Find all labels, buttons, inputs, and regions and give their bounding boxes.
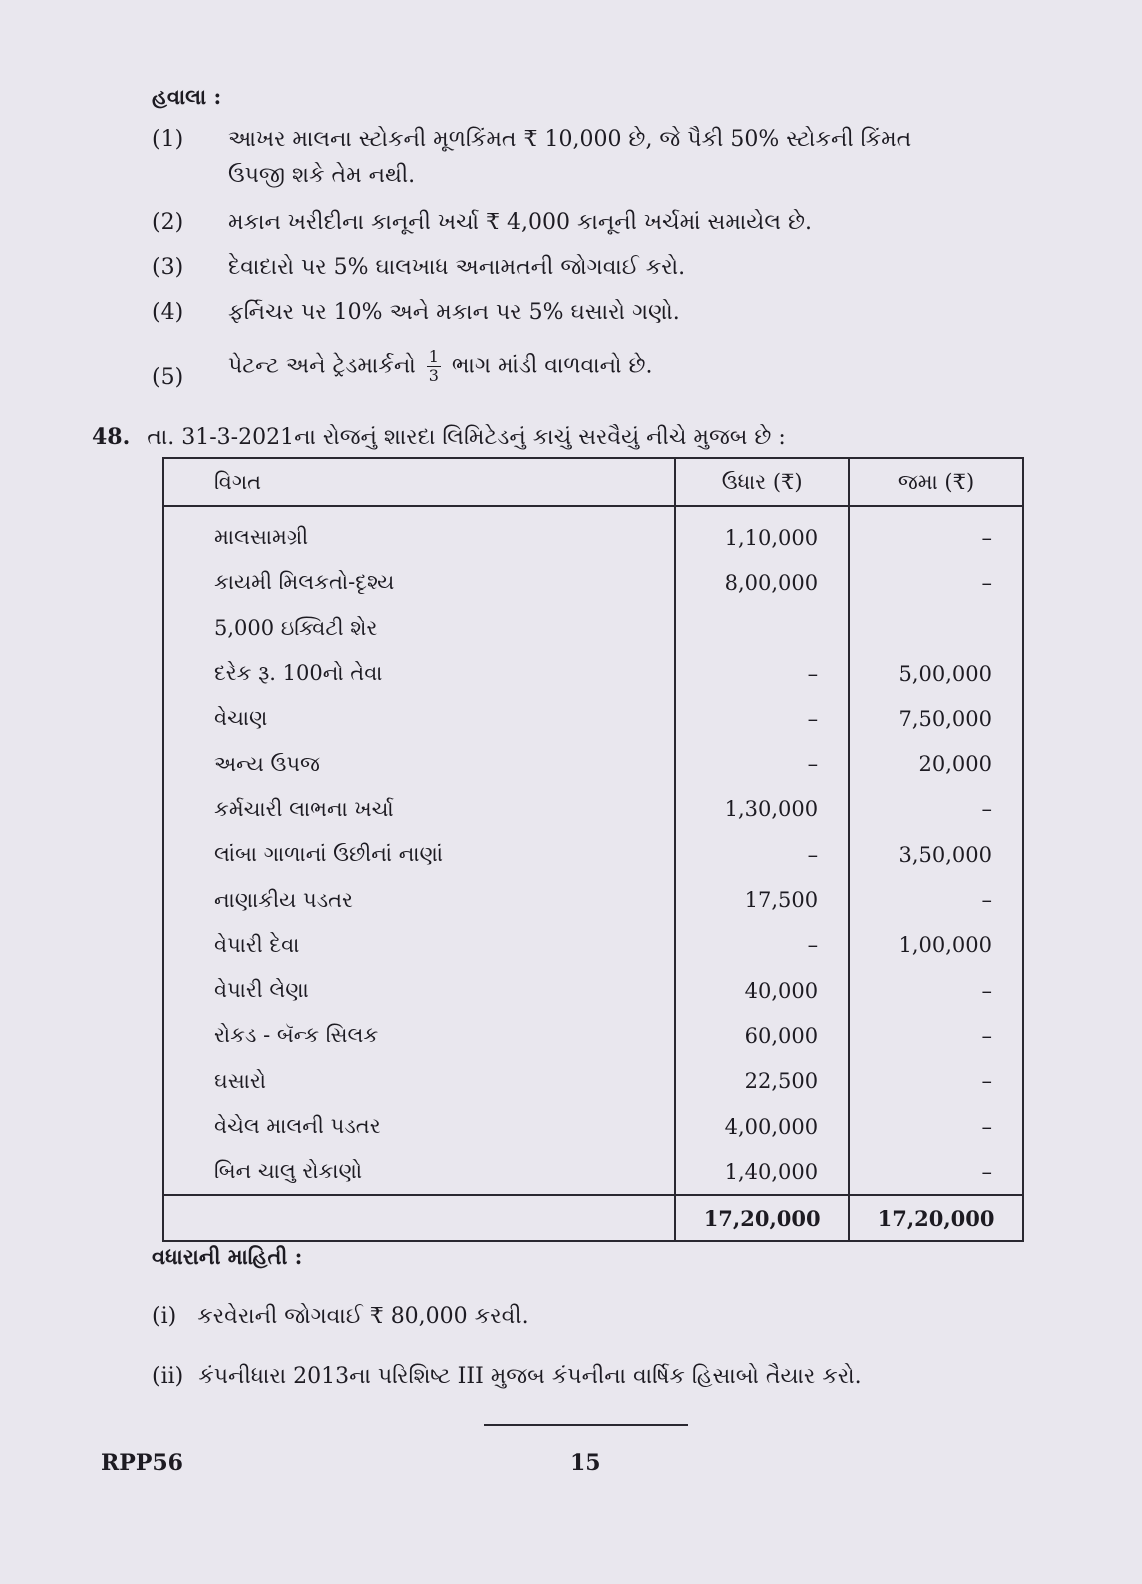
fraction <box>427 348 441 385</box>
table-header-row <box>163 458 1023 506</box>
note-number: (2) <box>152 210 184 235</box>
note-number: (4) <box>152 300 184 325</box>
paper-code: RPP56 <box>101 1450 183 1476</box>
cell-particular: દરેક રૂ. 100નો તેવા <box>163 651 675 696</box>
table-total-row <box>163 1195 1023 1241</box>
note-number: (3) <box>152 255 184 280</box>
cell-debit: 22,500 <box>675 1059 849 1104</box>
header-credit: જમા (₹) <box>849 458 1023 506</box>
end-rule <box>484 1424 688 1426</box>
additional-number: (ii) <box>152 1364 184 1389</box>
note-item <box>152 205 1052 241</box>
additional-text: કરવેરાની જોગવાઈ ₹ 80,000 કરવી. <box>197 1304 529 1329</box>
table-row <box>163 1149 1023 1195</box>
header-particulars: વિગત <box>163 458 675 506</box>
cell-debit: 4,00,000 <box>675 1104 849 1149</box>
cell-particular: લાંબા ગાળાનાં ઉછીનાં નાણાં <box>163 832 675 877</box>
cell-credit: – <box>849 968 1023 1013</box>
cell-credit: 7,50,000 <box>849 696 1023 741</box>
cell-debit: – <box>675 923 849 968</box>
cell-debit: 1,40,000 <box>675 1149 849 1195</box>
cell-debit: 1,10,000 <box>675 506 849 560</box>
additional-text: કંપનીધારા 2013ના પરિશિષ્ટ III મુજબ કંપનીના વાર્ષિક હિસાબો તૈયાર કરો. <box>198 1364 862 1389</box>
cell-credit: – <box>849 787 1023 832</box>
additional-item <box>152 1364 862 1389</box>
cell-debit: 8,00,000 <box>675 560 849 605</box>
table-row <box>163 1059 1023 1104</box>
cell-particular: ઘસારો <box>163 1059 675 1104</box>
note-text: મકાન ખરીદીના કાનૂની ખર્ચા ₹ 4,000 કાનૂની ખર્ચમાં સમાયેલ છે. <box>228 210 812 235</box>
table-row <box>163 696 1023 741</box>
cell-credit <box>849 606 1023 651</box>
cell-particular: કર્મચારી લાભના ખર્ચા <box>163 787 675 832</box>
question-48 <box>92 424 786 450</box>
table-row <box>163 877 1023 922</box>
note-item <box>152 122 1052 194</box>
note-text-line: ઉપજી શકે તેમ નથી. <box>228 163 416 188</box>
additional-info-heading: વધારાની માહિતી : <box>152 1244 303 1269</box>
cell-credit: 3,50,000 <box>849 832 1023 877</box>
total-debit: 17,20,000 <box>675 1195 849 1241</box>
cell-credit: – <box>849 1059 1023 1104</box>
cell-particular: વેપારી દેવા <box>163 923 675 968</box>
table-row <box>163 506 1023 560</box>
table-row <box>163 741 1023 786</box>
additional-item <box>152 1304 529 1329</box>
table-row <box>163 787 1023 832</box>
table-row <box>163 606 1023 651</box>
cell-debit <box>675 606 849 651</box>
header-debit: ઉધાર (₹) <box>675 458 849 506</box>
cell-debit: 17,500 <box>675 877 849 922</box>
note-text-before: પેટન્ટ અને ટ્રેડમાર્કનો <box>228 353 416 379</box>
table-row <box>163 832 1023 877</box>
note-text <box>228 122 1028 194</box>
table-row <box>163 968 1023 1013</box>
table-row <box>163 1104 1023 1149</box>
cell-credit: 20,000 <box>849 741 1023 786</box>
question-number: 48. <box>92 424 131 450</box>
cell-debit: – <box>675 651 849 696</box>
cell-particular: બિન ચાલુ રોકાણો <box>163 1149 675 1195</box>
total-label <box>163 1195 675 1241</box>
note-text: ફર્નિચર પર 10% અને મકાન પર 5% ઘસારો ગણો. <box>228 300 680 325</box>
note-item <box>152 344 1052 396</box>
cell-credit: – <box>849 877 1023 922</box>
cell-debit: – <box>675 741 849 786</box>
cell-particular: અન્ય ઉપજ <box>163 741 675 786</box>
note-text: દેવાદારો પર 5% ઘાલખાધ અનામતની જોગવાઈ કરો. <box>228 255 686 280</box>
cell-debit: 1,30,000 <box>675 787 849 832</box>
cell-debit: 40,000 <box>675 968 849 1013</box>
note-number: (5) <box>152 365 184 390</box>
notes-heading: હવાલા : <box>152 84 222 109</box>
question-text: તા. 31-3-2021ના રોજનું શારદા લિમિટેડનું કાચું સરવૈયું નીચે મુજબ છે : <box>147 425 786 450</box>
cell-debit: – <box>675 696 849 741</box>
cell-credit: 5,00,000 <box>849 651 1023 696</box>
cell-debit: – <box>675 832 849 877</box>
cell-particular: 5,000 ઇક્વિટી શેર <box>163 606 675 651</box>
cell-particular: માલસામગ્રી <box>163 506 675 560</box>
note-text-line: આખર માલના સ્ટોકની મૂળકિંમત ₹ 10,000 છે, જે પૈકી 50% સ્ટોકની કિંમત <box>228 127 912 152</box>
cell-particular: નાણાકીય પડતર <box>163 877 675 922</box>
cell-credit: – <box>849 506 1023 560</box>
additional-number: (i) <box>152 1304 177 1329</box>
table-row <box>163 651 1023 696</box>
cell-particular: વેચેલ માલની પડતર <box>163 1104 675 1149</box>
cell-credit: – <box>849 1149 1023 1195</box>
cell-particular: રોકડ - બૅન્ક સિલક <box>163 1013 675 1058</box>
fraction-denominator: 3 <box>428 366 439 385</box>
cell-particular: વેપારી લેણા <box>163 968 675 1013</box>
note-item <box>152 295 1052 331</box>
table-row <box>163 560 1023 605</box>
cell-particular: વેચાણ <box>163 696 675 741</box>
cell-credit: – <box>849 560 1023 605</box>
cell-particular: કાયમી મિલકતો-દૃશ્ય <box>163 560 675 605</box>
table-row <box>163 923 1023 968</box>
note-item <box>152 250 1052 286</box>
page-number: 15 <box>570 1450 601 1476</box>
trial-balance-table <box>162 457 1024 1242</box>
cell-credit: – <box>849 1104 1023 1149</box>
note-number: (1) <box>152 127 184 152</box>
fraction-numerator: 1 <box>428 347 439 366</box>
total-credit: 17,20,000 <box>849 1195 1023 1241</box>
note-text-after: ભાગ માંડી વાળવાનો છે. <box>451 353 653 379</box>
cell-credit: 1,00,000 <box>849 923 1023 968</box>
note-text <box>228 348 1028 385</box>
cell-debit: 60,000 <box>675 1013 849 1058</box>
cell-credit: – <box>849 1013 1023 1058</box>
table-row <box>163 1013 1023 1058</box>
